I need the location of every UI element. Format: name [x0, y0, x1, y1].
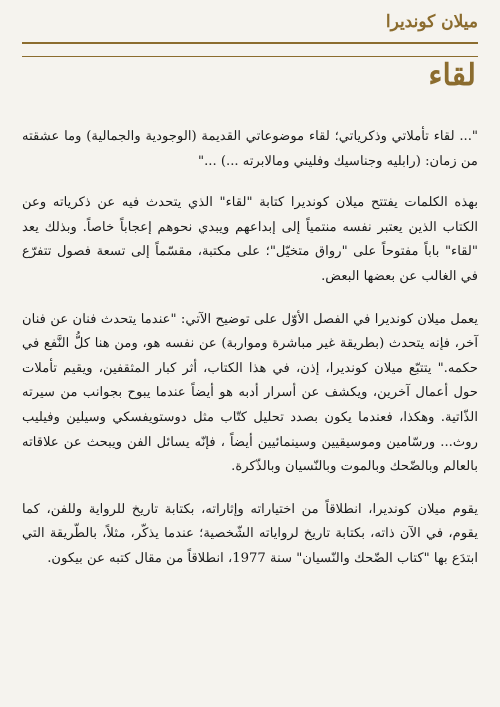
- author-name: ميلان كونديرا: [385, 12, 478, 32]
- article-title: لقاء: [428, 58, 476, 93]
- paragraph-1: بهذه الكلمات يفتتح ميلان كونديرا كتابة "لقاء" الذي يتحدث فيه عن ذكرياته وعن الكتاب الذين يعتبر نفسه منتمياً إلى إبداعهم ويبدي نحوهم إعجاباً خاصاً. وبذلك يعد "لقاء" باباً مفتوحاً على "رواق متخيّل"؛ على مكتبة، مقسّماً إلى تسعة فصول تتفرّع في الغالب عن بعضها البعض.: [22, 195, 478, 284]
- article-body: [22, 125, 478, 590]
- page-header: [22, 10, 478, 44]
- title-divider: [22, 56, 478, 57]
- opening-quote: "... لقاء تأملاتي وذكرياتي؛ لقاء موضوعاتي القديمة (الوجودية والجمالية) وما عشقته من زمان: (رابليه وجناسيك وفليني ومالابرته ...) ...": [22, 129, 478, 169]
- paragraph-2: يعمل ميلان كونديرا في الفصل الأوّل على توضيح الآتي: "عندما يتحدث فنان عن فنان آخر، فإنه يتحدث (بطريقة غير مباشرة ومواربة) عن نفسه هو، ومن هنا كلُّ النَّفع في حكمه." يتتبّع ميلان كونديرا، إذن، في هذا الكتاب، أثر كبار المثقفين، ويقيم تأملات حول أعمال آخرين، ويكشف عن أسرار أدبه هو أيضاً عندما يبوح بجوانب من سيرته الذّاتية. وهكذا، فعندما يكون بصدد تحليل كتّاب مثل دوستويفسكي وسيلين وفيليب روث... ورسّامين وموسيقيين وسينمائيين أيضاً ، فإنّه يسائل الفن ويبحث عن علاقاته بالعالم وبالضّحك وبالموت وبالنّسيان وبالذّكرة.: [22, 311, 478, 475]
- paragraph-3: يقوم ميلان كونديرا، انطلاقاً من اختياراته وإثاراته، بكتابة تاريخ للرواية وللفن، كما يقوم، في الآن ذاته، بكتابة تاريخ لرواياته الشّخصية؛ عندما يذكّر، مثلاً، بالطّريقة التي ابتدَع بها "كتاب الضّحك والنّسيان" سنة 1977، انطلاقاً من مقال كتبه عن بيكون.: [22, 501, 478, 566]
